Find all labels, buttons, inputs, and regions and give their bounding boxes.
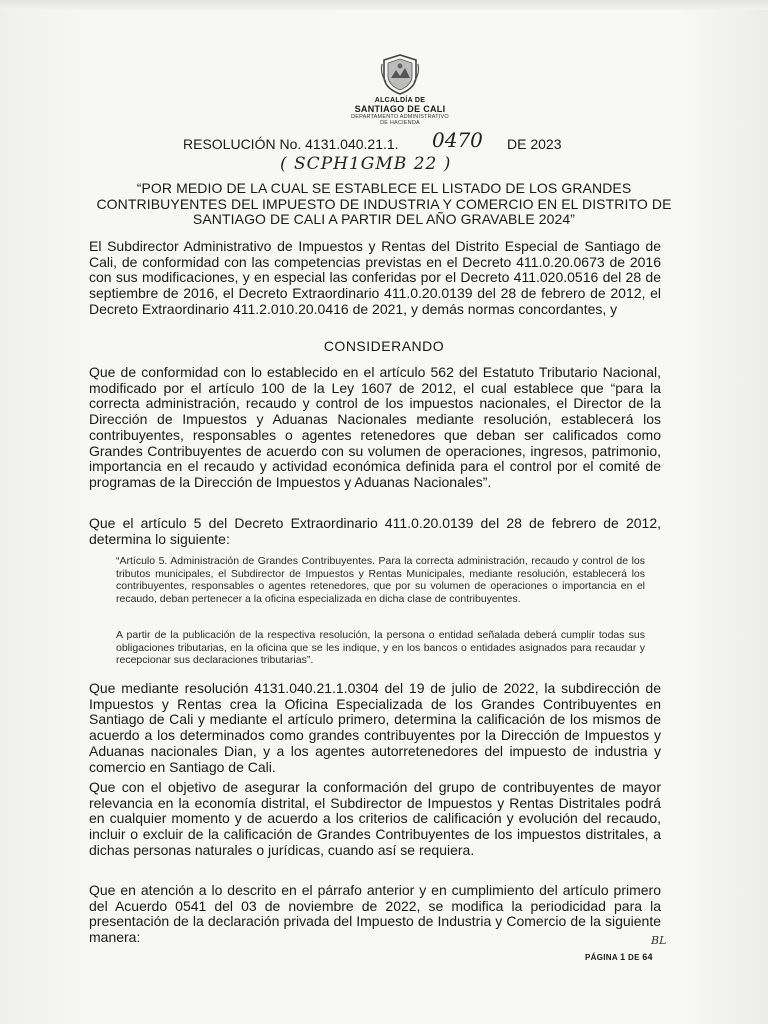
- page-number: 1: [620, 952, 626, 962]
- resolution-handwritten-number: 0470: [432, 128, 483, 152]
- page-total: 64: [642, 952, 653, 962]
- quote-article-5-cont: A partir de la publicación de la respectiva resolución, la persona o entidad señalada deberá cumplir todas sus obligaciones tributarias, en la oficina que se les indique, y en los bancos o entidades asignados para recaudar y recepcionar sus declaraciones tributarias”.: [116, 629, 645, 666]
- paragraph-4: Que con el objetivo de asegurar la conformación del grupo de contribuyentes de mayor relevancia en la economía distrital, el Subdirector de Impuestos y Rentas Distritales podrá en cualquier momento y de acuerdo a los criterios de calificación y evolución del recaudo, incluir o excluir de la calificación de Grandes Contribuyentes de los impuestos distritales, a dichas personas naturales o jurídicas, cuando así se requiera.: [89, 779, 661, 858]
- coat-of-arms-icon: [380, 52, 420, 96]
- resolution-prefix: RESOLUCIÓN No. 4131.040.21.1.: [183, 136, 399, 152]
- considerando-heading: CONSIDERANDO: [323, 338, 445, 354]
- scan-edge: [0, 0, 768, 10]
- org-line-3: DEPARTAMENTO ADMINISTRATIVO: [351, 114, 449, 120]
- document-title: “POR MEDIO DE LA CUAL SE ESTABLECE EL LISTADO DE LOS GRANDES CONTRIBUYENTES DEL IMPUESTO DE INDUSTRIA Y COMERCIO EN EL DISTRITO DE SANTIAGO DE CALI A PARTIR DEL AÑO GRAVABLE 2024”: [96, 180, 672, 227]
- page-footer: [585, 952, 653, 962]
- letterhead: [320, 52, 480, 126]
- of-word: DE: [628, 953, 640, 962]
- resolution-handwritten-ref: ( SCPH1GMB 22 ): [280, 154, 452, 174]
- resolution-year: DE 2023: [507, 136, 562, 152]
- paragraph-3: Que mediante resolución 4131.040.21.1.0304 del 19 de julio de 2022, la subdirección de Impuestos y Rentas crea la Oficina Especializada de los Grandes Contribuyentes en Santiago de Cali y mediante el artículo primero, determina la calificación de los mismos de acuerdo a los determinados como grandes contribuyentes por la Dirección de Impuestos y Aduanas nacionales Dian, y a los agentes autorretenedores del impuesto de industria y comercio en Santiago de Cali.: [89, 680, 661, 775]
- org-line-2: SANTIAGO DE CALI: [354, 104, 446, 114]
- org-line-1: ALCALDÍA DE: [374, 97, 426, 104]
- paragraph-1: Que de conformidad con lo establecido en el artículo 562 del Estatuto Tributario Nacional, modificado por el artículo 100 de la Ley 1607 de 2012, el cual establece que “para la correcta administración, recaudo y control de los impuestos nacionales, el Director de la Dirección de Impuestos y Aduanas Nacionales mediante resolución, establecerá los contribuyentes, responsables o agentes retenedores que deban ser calificados como Grandes Contribuyentes de acuerdo con su volumen de operaciones, ingresos, patrimonio, importancia en el recaudo y actividad económica definida para el control por el comité de programas de la Dirección de Impuestos y Aduanas Nacionales”.: [89, 364, 661, 490]
- quote-article-5: “Artículo 5. Administración de Grandes Contribuyentes. Para la correcta administración, recaudo y control de los tributos municipales, el Subdirector de Impuestos y Rentas Municipales, mediante resolución, establecerá los contribuyentes, responsables o agentes retenedores, que por su volumen de operaciones o importancia en el recaudo, deban pertenecer a la oficina especializada en dicha clase de contribuyentes.: [116, 555, 645, 605]
- paragraph-5: Que en atención a lo descrito en el párrafo anterior y en cumplimiento del artículo primero del Acuerdo 0541 del 03 de noviembre de 2022, se modifica la periodicidad para la presentación de la declaración privada del Impuesto de Industria y Comercio de la siguiente manera:: [89, 882, 661, 946]
- org-line-4: DE HACIENDA: [380, 120, 420, 126]
- handwritten-initials: BL: [651, 934, 667, 947]
- page-word: PÁGINA: [585, 953, 618, 962]
- intro-paragraph: El Subdirector Administrativo de Impuestos y Rentas del Distrito Especial de Santiago de Cali, de conformidad con las competencias previstas en el Decreto 411.0.20.0673 de 2016 con sus modificaciones, y en especial las conferidas por el Decreto 411.020.0516 del 28 de septiembre de 2016, el Decreto Extraordinario 411.0.20.0139 del 28 de febrero de 2012, el Decreto Extraordinario 411.2.010.20.0416 de 2021, y demás normas concordantes, y: [89, 238, 661, 317]
- paragraph-2: Que el artículo 5 del Decreto Extraordinario 411.0.20.0139 del 28 de febrero de 2012, determina lo siguiente:: [89, 515, 661, 547]
